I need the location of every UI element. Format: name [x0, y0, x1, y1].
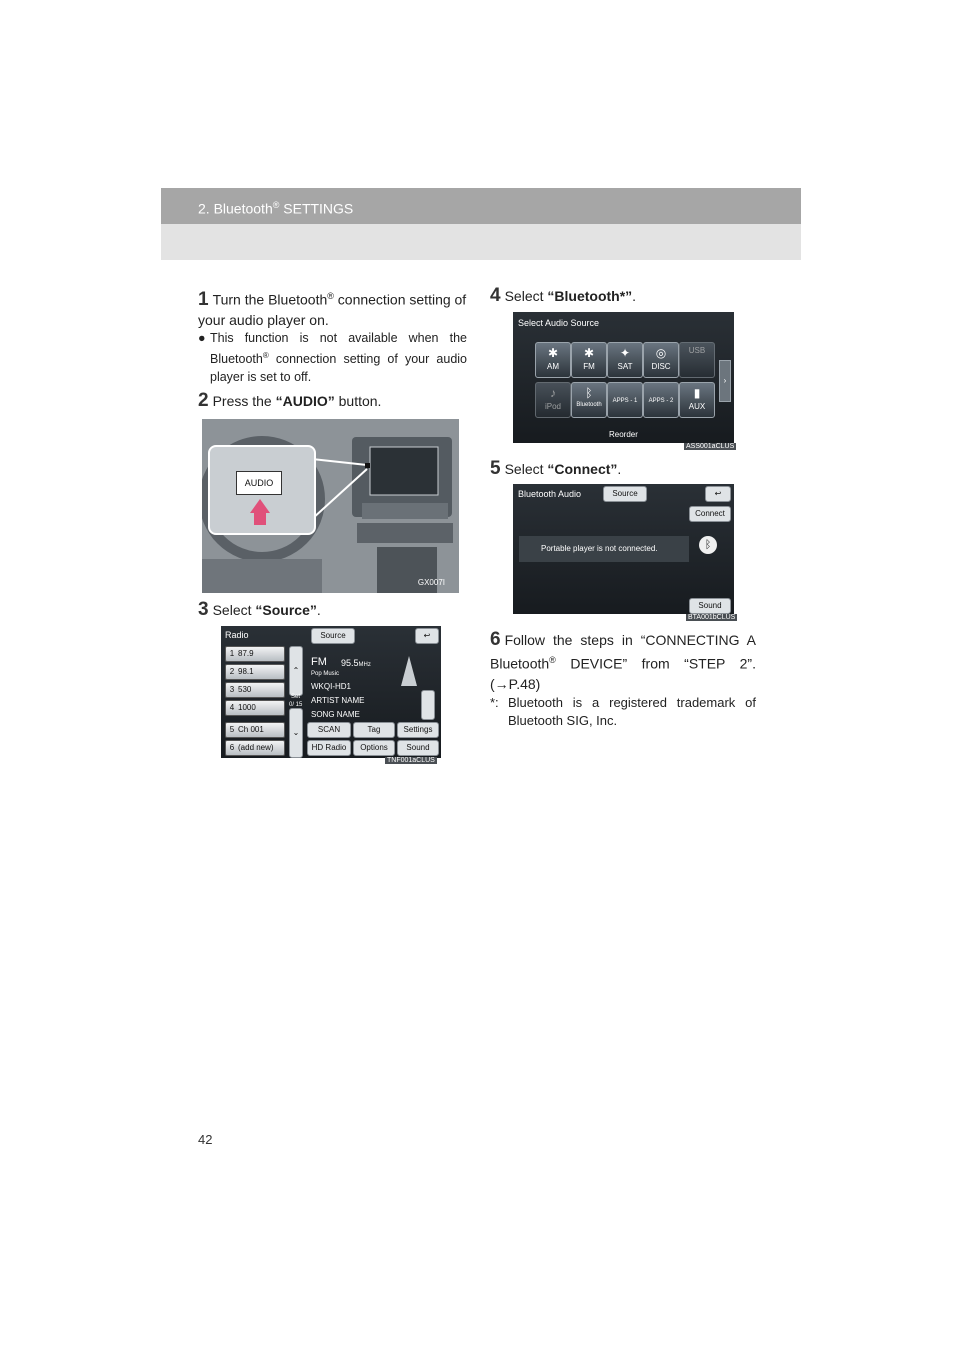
source-button[interactable]: Source — [311, 628, 355, 644]
radio-title: Radio — [225, 630, 249, 640]
bluetooth-icon: ᛒ — [699, 536, 717, 554]
tile-fm[interactable]: ✱ FM — [571, 342, 607, 378]
hd-radio-button[interactable]: HD Radio — [307, 740, 351, 756]
radio-figure-code: TNF001aCLUS — [387, 757, 435, 764]
back-button[interactable]: ↩ — [415, 628, 439, 644]
dashboard-photo — [202, 419, 459, 593]
note-bullet: ● This function is not available when the Bluetooth® connection setting of your audio player is set to off. — [198, 331, 467, 385]
press-arrow-stem — [254, 513, 266, 525]
artist-name: ARTIST NAME — [311, 696, 365, 705]
sound-button[interactable]: Sound — [397, 740, 439, 756]
preset-1[interactable]: 1 87.9 — [225, 646, 285, 662]
scroll-up-button[interactable]: ⌃ — [289, 646, 303, 696]
station-name: WKQI-HD1 — [311, 682, 351, 691]
tile-apps-1[interactable]: APPS - 1 — [607, 382, 643, 418]
next-page-icon[interactable]: › — [719, 360, 731, 402]
tile-disc[interactable]: ◎ DISC — [643, 342, 679, 378]
bluetooth-audio-screen — [513, 484, 734, 614]
preset-4[interactable]: 4 1000 — [225, 700, 285, 716]
preset-3[interactable]: 3 530 — [225, 682, 285, 698]
select-source-screen — [513, 312, 734, 443]
tile-apps-2[interactable]: APPS - 2 — [643, 382, 679, 418]
audio-button[interactable]: AUDIO — [236, 471, 282, 495]
bt-back-button[interactable]: ↩ — [705, 486, 731, 502]
tile-sat[interactable]: ✦ SAT — [607, 342, 643, 378]
bt-source-button[interactable]: Source — [603, 486, 647, 502]
tower-icon — [401, 656, 417, 686]
tile-bluetooth[interactable]: ᛒ Bluetooth — [571, 382, 607, 418]
set-count: 0/ 15 — [289, 702, 303, 708]
page-number: 42 — [198, 1132, 213, 1147]
scan-button[interactable]: SCAN — [307, 722, 351, 738]
preset-2[interactable]: 2 98.1 — [225, 664, 285, 680]
scroll-down-button[interactable]: ⌄ — [289, 708, 303, 758]
tile-ipod[interactable]: ♪ iPod — [535, 382, 571, 418]
frequency: 95.5MHz — [341, 658, 371, 668]
step-4: 4 Select “Bluetooth*”. — [490, 285, 637, 306]
step-1: 1 Turn the Bluetooth® connection setting of your audio player on. — [198, 288, 467, 328]
tag-button[interactable]: Tag — [353, 722, 395, 738]
reorder-button[interactable]: Reorder — [609, 430, 638, 439]
band-label: FM — [311, 656, 327, 668]
bt-title: Bluetooth Audio — [518, 489, 582, 499]
step-5: 5 Select “Connect”. — [490, 458, 622, 479]
set-label: Set — [291, 694, 301, 700]
connect-button[interactable]: Connect — [689, 506, 731, 522]
step-3: 3 Select “Source”. — [198, 599, 321, 620]
settings-button[interactable]: Settings — [397, 722, 439, 738]
tile-usb[interactable]: USB — [679, 342, 715, 378]
bt-sound-button[interactable]: Sound — [689, 598, 731, 614]
song-name: SONG NAME — [311, 710, 360, 719]
tile-aux[interactable]: ▮ AUX — [679, 382, 715, 418]
source-title: Select Audio Source — [518, 318, 600, 328]
options-button[interactable]: Options — [353, 740, 395, 756]
tile-am[interactable]: ✱ AM — [535, 342, 571, 378]
preset-5[interactable]: 5 Ch 001 — [225, 722, 285, 738]
section-title: 2. Bluetooth® SETTINGS — [198, 200, 354, 217]
step-2: 2 Press the “AUDIO” button. — [198, 390, 382, 411]
step-6: 6 Follow the steps in “CONNECTING A Bluetooth® DEVICE” from “STEP 2”. (→P.48) — [490, 629, 756, 692]
status-message: Portable player is not connected. — [541, 544, 658, 553]
radio-screen — [221, 626, 441, 758]
tune-button[interactable] — [421, 690, 435, 720]
preset-6[interactable]: 6 (add new) — [225, 740, 285, 756]
source-figure-code: ASS001aCLUS — [686, 443, 735, 450]
footnote: *: Bluetooth is a registered trademark of Bluetooth SIG, Inc. — [490, 695, 756, 728]
bt-figure-code: BTA001bCLUS — [688, 614, 736, 621]
figure-code: GX007I — [417, 578, 445, 587]
genre: Pop Music — [311, 671, 340, 677]
press-arrow-icon — [250, 499, 270, 513]
header-subbar — [161, 224, 801, 260]
